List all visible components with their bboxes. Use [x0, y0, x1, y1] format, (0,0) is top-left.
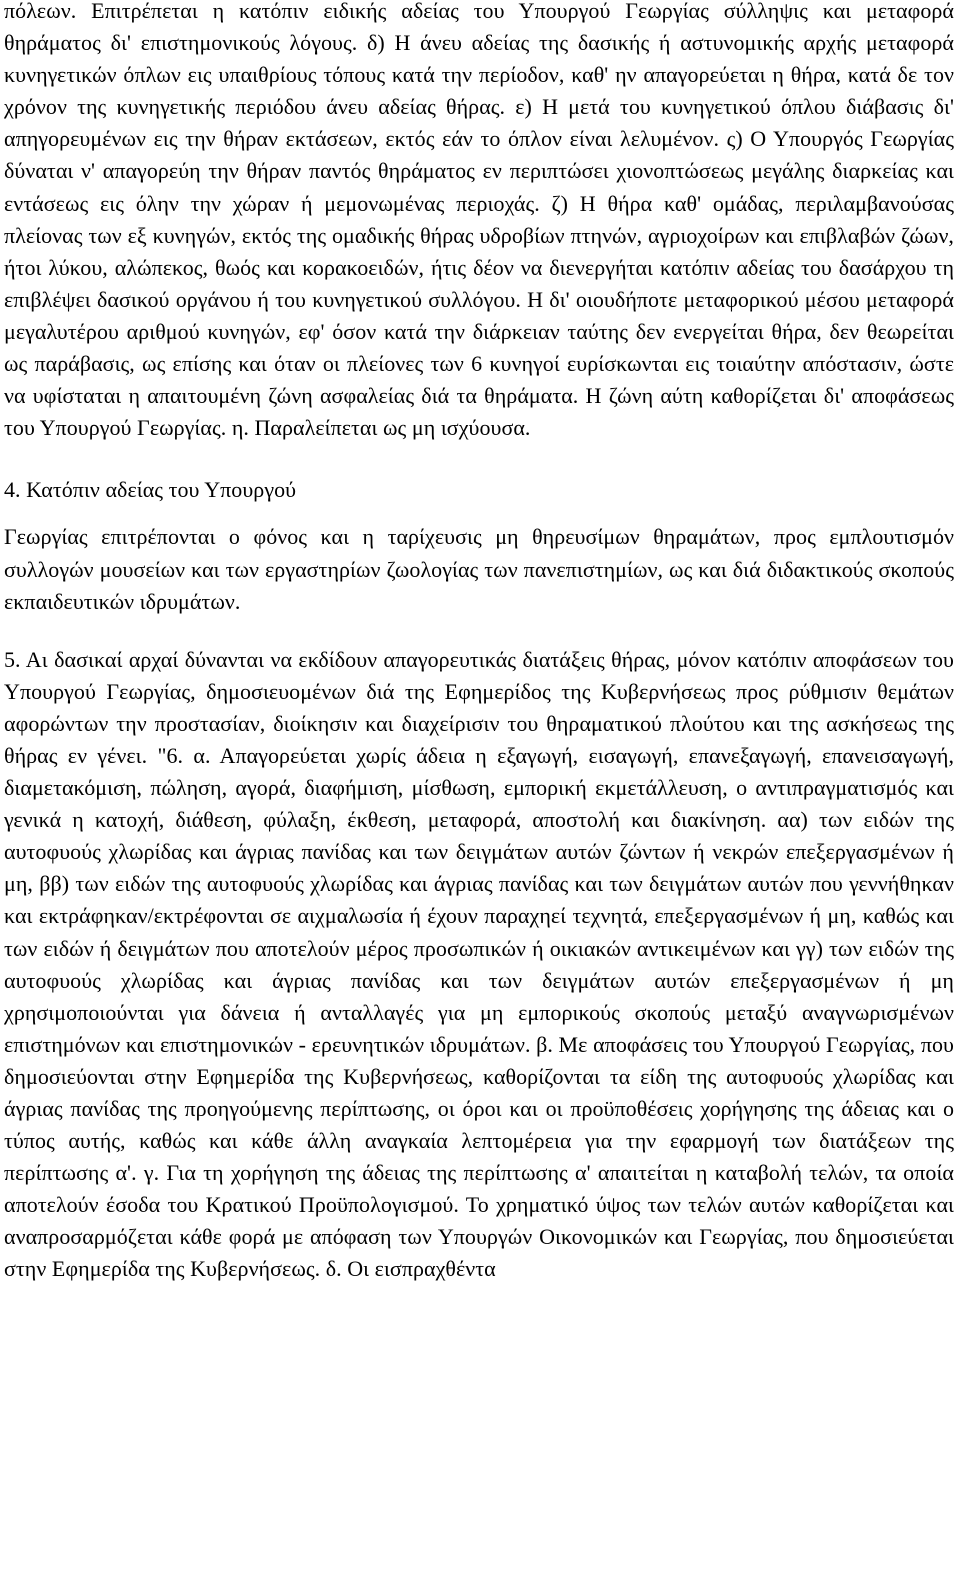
document-page	[4, 0, 954, 1286]
article-4-heading: 4. Κατόπιν αδείας του Υπουργού	[4, 477, 297, 503]
paragraph-continuation: πόλεων. Επιτρέπεται η κατόπιν ειδικής αδείας του Υπουργού Γεωργίας σύλληψις και μεταφορά θηράματος δι' επιστημονικούς λόγους. δ) Η άνευ αδείας της δασικής ή αστυνομικής αρχής μεταφορά κυνηγετικών όπλων εις υπαιθρίους τόπους κατά την περίοδον, καθ' ην απαγορεύεται η θήρα, κατά δε τον χρόνον της κυνηγετικής περιόδου άνευ αδείας θήρας. ε) Η μετά του κυνηγετικού όπλου διάβασις δι' απηγορευμένων εις την θήραν εκτάσεων, εκτός εάν το όπλον είναι λελυμένον. ς) Ο Υπουργός Γεωργίας δύναται ν' απαγορεύη την θήραν παντός θηράματος εν περιπτώσει χιονοπτώσεως μεγάλης διαρκείας και εντάσεως εις όλην την χώραν ή μεμονωμένας περιοχάς. ζ) Η θήρα καθ' ομάδας, περιλαμβανούσας πλείονας των εξ κυνηγών, εκτός της ομαδικής θήρας υδροβίων πτηνών, αγριοχοίρων και επιβλαβών ζώων, ήτοι λύκου, αλώπεκος, θωός και κορακοειδών, ήτις δέον να διενεργήται κατόπιν αδείας του δασάρχου τη επιβλέψει δασικού οργάνου ή του κυνηγετικού συλλόγου. Η δι' οιουδήποτε μεταφορικού μέσου μεταφορά μεγαλυτέρου αριθμού κυνηγών, εφ' όσον κατά την διάρκειαν ταύτης δεν ενεργείται θήρα, δεν θεωρείται ως παράβασις, ως επίσης και όταν οι πλείονες των 6 κυνηγοί ευρίσκωνται εις τοιαύτην απόστασιν, ώστε να υφίσταται η απαιτουμένη ζώνη ασφαλείας διά τα θηράματα. Η ζώνη αύτη καθορίζεται δι' αποφάσεως του Υπουργού Γεωργίας. η. Παραλείπεται ως μη ισχύουσα.	[4, 0, 954, 441]
article-4-body: Γεωργίας επιτρέπονται ο φόνος και η ταρίχευσις μη θηρευσίμων θηραμάτων, προς εμπλουτισμόν συλλογών μουσείων και των εργαστηρίων ζωολογίας των πανεπιστημίων, ως και διά διδακτικούς σκοπούς εκπαιδευτικών ιδρυμάτων.	[4, 524, 954, 614]
article-5-body: 5. Αι δασικαί αρχαί δύνανται να εκδίδουν απαγορευτικάς διατάξεις θήρας, μόνον κατόπιν αποφάσεων του Υπουργού Γεωργίας, δημοσιευομένων διά της Εφημερίδος της Κυβερνήσεως προς ρύθμισιν θεμάτων αφορώντων την προστασίαν, διοίκησιν και διαχείρισιν του θηραματικού πλούτου και της ασκήσεως της θήρας εν γένει. "6. α. Απαγορεύεται χωρίς άδεια η εξαγωγή, εισαγωγή, επανεξαγωγή, επανεισαγωγή, διαμετακόμιση, πώληση, αγορά, διαφήμιση, μίσθωση, εμπορική εκμετάλλευση, ο αντιπραγματισμός και γενικά η κατοχή, διάθεση, φύλαξη, έκθεση, μεταφορά, αποστολή και διακίνηση. αα) των ειδών της αυτοφυούς χλωρίδας και άγριας πανίδας και των δειγμάτων αυτών ζώντων ή νεκρών επεξεργασμένων ή μη, ββ) των ειδών της αυτοφυούς χλωρίδας και άγριας πανίδας και των δειγμάτων αυτών που γεννήθηκαν και εκτράφηκαν/εκτρέφονται σε αιχμαλωσία ή έχουν παραχηεί τεχνητά, επεξεργασμένων ή μη, καθώς και των ειδών ή δειγμάτων που αποτελούν μέρος προσωπικών ή οικιακών αντικειμένων και γγ) των ειδών της αυτοφυούς χλωρίδας και άγριας πανίδας και των δειγμάτων αυτών επεξεργασμένων ή μη χρησιμοποιούνται για δάνεια ή ανταλλαγές για μη εμπορικούς σκοπούς μεταξύ αναγνωρισμένων επιστημόνων και επιστημονικών - ερευνητικών ιδρυμάτων. β. Με αποφάσεις του Υπουργού Γεωργίας, που δημοσιεύονται στην Εφημερίδα της Κυβερνήσεως, καθορίζονται τα είδη της αυτοφυούς χλωρίδας και άγριας πανίδας της προηγούμενης περίπτωσης, οι όροι και οι προϋποθέσεις χορήγησης της άδειας και ο τύπος αυτής, καθώς και κάθε άλλη αναγκαία λεπτομέρεια για την εφαρμογή των διατάξεων της περίπτωσης α'. γ. Για τη χορήγηση της άδειας της περίπτωσης α' απαιτείται η καταβολή τελών, τα οποία αποτελούν έσοδα του Κρατικού Προϋπολογισμού. Το χρηματικό ύψος των τελών αυτών καθορίζεται και αναπροσαρμόζεται κάθε φορά με απόφαση των Υπουργών Οικονομικών και Γεωργίας, που δημοσιεύεται στην Εφημερίδα της Κυβερνήσεως. δ. Οι εισπραχθέντα	[4, 646, 954, 1282]
